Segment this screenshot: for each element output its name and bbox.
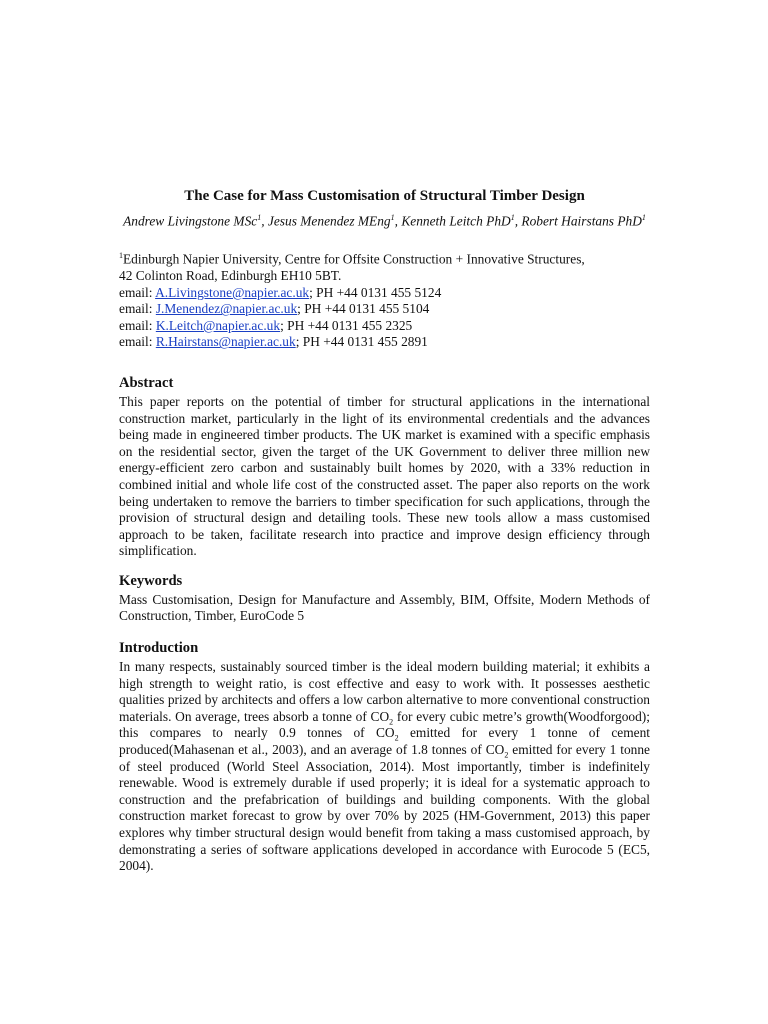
introduction-heading: Introduction: [119, 640, 199, 657]
email-link[interactable]: J.Menendez@napier.ac.uk: [155, 301, 298, 317]
contact-phone: ; PH +44 0131 455 5124: [309, 284, 442, 300]
contact-line: [119, 301, 650, 318]
intro-text-segment: emitted for every 1 tonne of cement produced(Mahasenan et al., 2003), and an average of 1.8 tonnes of CO: [119, 725, 650, 758]
paper-page: [119, 186, 650, 875]
keywords-text: Mass Customisation, Design for Manufacture and Assembly, BIM, Offsite, Modern Methods of Construction, Timber, EuroCode 5: [119, 591, 650, 624]
author-separator: ,: [394, 213, 402, 229]
author-name: Robert Hairstans PhD: [521, 213, 642, 229]
author-separator: ,: [514, 213, 522, 229]
author-affiliation-mark: 1: [390, 213, 395, 222]
co2-subscript: 2: [389, 717, 394, 727]
intro-text-segment: emitted for every 1 tonne of steel produced (World Steel Association, 2014). Most importantly, timber is indefinitely renewable. Wood is extremely durable if used properly; it is ideal for a systematic approach to construction and the prefabrication of buildings and building components. With the global construction market forecast to grow by over 70% by 2025 (HM-Government, 2013) this paper explores why timber structural design would benefit from taking a mass customised approach, by demonstrating a series of software applications developed in accordance with Eurocode 5 (EC5, 2004).: [119, 742, 650, 874]
contact-phone: ; PH +44 0131 455 5104: [297, 301, 430, 317]
contact-line: [119, 334, 650, 351]
intro-text-segment: In many respects, sustainably sourced timber is the ideal modern building material; it exhibits a high strength to weight ratio, is cost effective and easy to work with. It possesses aesthetic qualities prized by architects and offers a low carbon alternative to more conventional construction materials. On average, trees absorb a tonne of CO: [119, 659, 650, 724]
author-list: [119, 208, 650, 231]
contact-label: email:: [119, 317, 156, 333]
intro-text-segment: for every cubic metre’s growth(Woodforgood); this compares to nearly 0.9 tonnes of CO: [119, 708, 650, 741]
contact-label: email:: [119, 284, 156, 300]
author-name: Jesus Menendez MEng: [267, 213, 391, 229]
co2-subscript: 2: [394, 734, 399, 744]
contact-label: email:: [119, 334, 156, 350]
contact-phone: ; PH +44 0131 455 2325: [280, 317, 413, 333]
author-affiliation-mark: 1: [641, 213, 646, 222]
keywords-heading: Keywords: [119, 572, 183, 589]
paper-title: The Case for Mass Customisation of Structural Timber Design: [184, 188, 585, 204]
author-name: Andrew Livingstone MSc: [123, 213, 258, 229]
email-link[interactable]: A.Livingstone@napier.ac.uk: [155, 284, 310, 300]
contact-label: email:: [119, 301, 156, 317]
affiliation-mark: 1: [119, 251, 123, 261]
contact-phone: ; PH +44 0131 455 2891: [295, 334, 428, 350]
author-separator: ,: [261, 213, 268, 229]
affiliation-line: [119, 248, 650, 268]
co2-subscript: 2: [504, 750, 509, 760]
abstract-heading: Abstract: [119, 374, 174, 391]
author-name: Kenneth Leitch PhD: [401, 213, 511, 229]
author-affiliation-mark: 1: [257, 213, 262, 222]
contact-line: [119, 318, 650, 335]
introduction-text: [119, 659, 650, 875]
abstract-text: This paper reports on the potential of timber for structural applications in the international construction market, particularly in the light of its environmental credentials and the advances being made in engineered timber products. The UK market is examined with a specific emphasis on the residential sector, given the target of the UK Government to deliver three million new energy-efficient zero carbon and sustainably built homes by 2020, with a 33% reduction in combined initial and whole life cost of the constructed asset. The paper also reports on the work being undertaken to remove the barriers to timber specification for such applications, through the provision of structural design and detailing tools. These new tools allow a mass customised approach to be taken, facilitate research into practice and improve design efficiency through simplification.: [119, 393, 650, 559]
contact-line: [119, 285, 650, 302]
email-link[interactable]: K.Leitch@napier.ac.uk: [155, 317, 281, 333]
email-link[interactable]: R.Hairstans@napier.ac.uk: [155, 334, 296, 350]
affiliation-address: 42 Colinton Road, Edinburgh EH10 5BT.: [119, 268, 342, 284]
affiliation-block: [119, 248, 650, 350]
affiliation-text: Edinburgh Napier University, Centre for Offsite Construction + Innovative Structures,: [123, 251, 585, 267]
author-affiliation-mark: 1: [510, 213, 515, 222]
